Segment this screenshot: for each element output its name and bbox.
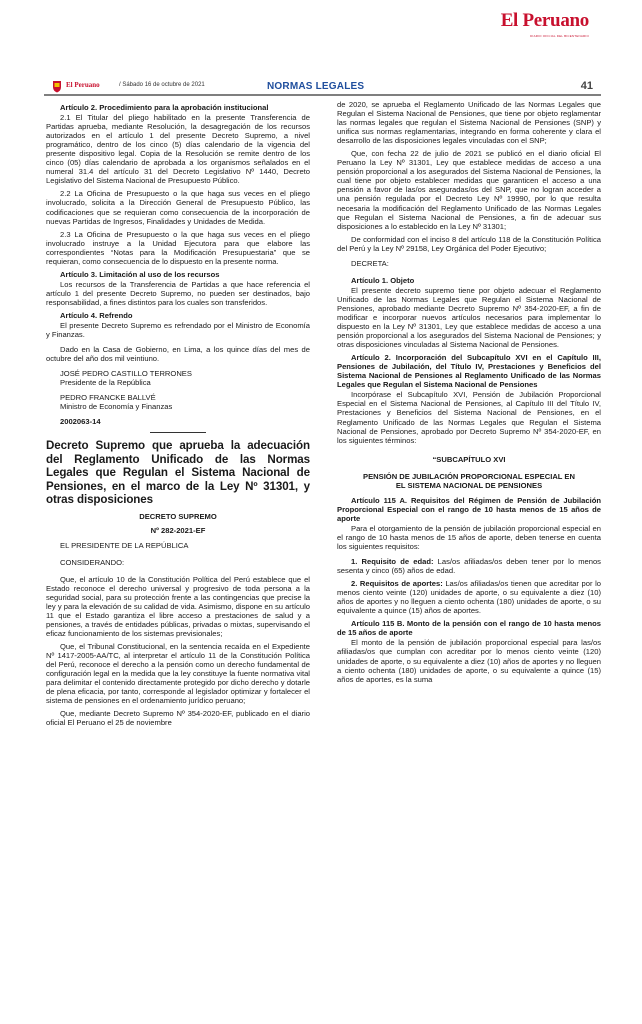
paragraph: 2.2 La Oficina de Presupuesto o la que haga sus veces en el pliego involucrado, solicita a la Dirección General de Presupuesto Público, las codificaciones que se requieran como consecuencia de la incorporación de nuevas Partidas de Ingresos, Finalidades y Unidades de Medida.	[46, 189, 310, 226]
article-115b-heading: Artículo 115 B. Monto de la pensión con el rango de 10 hasta menos de 15 años de aporte	[337, 619, 601, 638]
decree-title: Decreto Supremo que aprueba la adecuación del Reglamento Unificado de las Normas Legales que Regulan el Sistema Nacional de Pensiones, en el marco de la Ley Nº 31301, y otras disposiciones	[46, 439, 310, 507]
right-column	[337, 100, 601, 1015]
el-peruano-logo: El Peruano	[500, 10, 589, 31]
page-number: 41	[580, 80, 593, 92]
requirement-item	[337, 579, 601, 615]
article-4-heading: Artículo 4. Refrendo	[60, 310, 133, 320]
left-column	[46, 100, 310, 1015]
paragraph: Que, con fecha 22 de julio de 2021 se publicó en el diario oficial El Peruano la Ley Nº 31301, Ley que establece medidas de acceso a una pensión proporcional a los asegurados del Sistema Nacional de Pensiones, la cual tiene por objeto establecer medidas que garanticen el acceso a una pensión a favor de las/os aseguradas/os del SNP, que no logran acceder a una pensión regulada por el Decreto Ley Nº 19990, por lo que resulta necesaria la modificación del Reglamento Unificado de las Normas Legales que Regulan el Sistema Nacional de Pensiones, a fin de adecuar sus disposiciones a lo establecido en la Ley Nº 31301;	[337, 149, 601, 231]
paragraph: Que, mediante Decreto Supremo Nº 354-2020-EF, publicado en el diario oficial El Peruano el 25 de noviembre	[46, 709, 310, 728]
requirement-lead: 2. Requisitos de aportes:	[351, 579, 443, 589]
paragraph: Que, el artículo 10 de la Constitución Política del Perú establece que el Estado reconoce el derecho universal y progresivo de toda persona a la seguridad social, para su protección frente a las contingencias que precise la ley y para la elevación de su calidad de vida. Asimismo, dispone en su artículo 11 que el Estado garantiza el libre acceso a prestaciones de salud y a pensiones, a través de entidades públicas, privadas o mixtas, supervisando el eficaz funcionamiento de los sistemas previsionales;	[46, 574, 310, 638]
document-code: 2002063-14	[60, 417, 101, 427]
requirement-text: Las/os afiliadas/os tienen que acreditar por lo menos ciento veinte (120) unidades de aporte, o su equivalente a diez (10) años de aportes y no lleguen a ciento ochenta (180) unidades de aporte, o su equivalente a quince (15) años de aportes.	[337, 579, 601, 616]
paragraph: El presente decreto supremo tiene por objeto adecuar el Reglamento Unificado de las Normas Legales que Regulan el Sistema Nacional de Pensiones, aprobado mediante Decreto Supremo Nº 354-2020-EF, a fin de modificar e incorporar nuevos artículos necesarios para implementar lo dispuesto en la Ley Nº 31301, Ley que establece medidas de acceso a una pensión proporcional a los asegurados del Sistema Nacional de Pensiones; y otras disposiciones vinculadas al Sistema Nacional de Pensiones.	[337, 285, 601, 350]
header-date: / Sábado 16 de octubre de 2021	[119, 82, 205, 88]
signatory-name: PEDRO FRANCKE BALLVÉ	[60, 393, 156, 403]
signatory-role: Presidente de la República	[60, 378, 151, 388]
signatory-role: Ministro de Economía y Finanzas	[60, 402, 173, 412]
requirement-lead: 1. Requisito de edad:	[351, 557, 434, 567]
paragraph: El presente Decreto Supremo es refrendado por el Ministro de Economía y Finanzas.	[46, 321, 310, 340]
decree-label: DECRETO SUPREMO	[139, 512, 217, 522]
signatory-name: JOSÉ PEDRO CASTILLO TERRONES	[60, 369, 192, 379]
paragraph: El monto de la pensión de jubilación proporcional especial para las/os afiliadas/os que cumplan con acreditar por lo menos ciento veinte (120) unidades de aporte, o su equivalente a diez (10) años de aportes y no lleguen a ciento ochenta (180) unidades de aporte, o su equivalente a quince (15) años de aportes, es la suma	[337, 638, 601, 684]
decreta-label: DECRETA:	[351, 258, 389, 268]
subchapter-subtitle: PENSIÓN DE JUBILACIÓN PROPORCIONAL ESPECIAL EN EL SISTEMA NACIONAL DE PENSIONES	[363, 471, 575, 490]
considerando-label: CONSIDERANDO:	[60, 557, 125, 567]
paragraph: 2.1 El Titular del pliego habilitado en la presente Transferencia de Partidas aprueba, mediante Resolución, la desagregación de los recursos autorizados en el artículo 1 del presente Decreto Supremo, a nivel programático, dentro de los cinco (5) días calendario de la vigencia del presente dispositivo legal. Copia de la Resolución se remite dentro de los cinco (05) días calendario de aprobada a los organismos señalados en el numeral 31.4 del artículo 31 del Decreto Legislativo Nº 1440, Decreto Legislativo del Sistema Nacional de Presupuesto Público.	[46, 113, 310, 186]
masthead	[44, 0, 601, 76]
paragraph: Dado en la Casa de Gobierno, en Lima, a los quince días del mes de octubre del año dos mil veintiuno.	[46, 345, 310, 364]
article-3-heading: Artículo 3. Limitación al uso de los recursos	[60, 269, 220, 279]
paragraph: Incorpórase el Subcapítulo XVI, Pensión de Jubilación Proporcional Especial en el Sistema Nacional de Pensiones, al Capítulo III del Título IV, Prestaciones y Beneficios del Sistema Nacional de Pensiones, en el Reglamento Unificado de las Normas Legales que Regulan el Sistema Nacional de Pensiones, aprobado por Decreto Supremo Nº 354-2020-EF, en los siguientes términos:	[337, 390, 601, 445]
paragraph: De conformidad con el inciso 8 del artículo 118 de la Constitución Política del Perú y la Ley Nº 29158, Ley Orgánica del Poder Ejecutivo;	[337, 234, 601, 253]
requirement-item	[337, 557, 601, 575]
divider	[150, 432, 206, 433]
paragraph: Para el otorgamiento de la pensión de jubilación proporcional especial en el rango de 10 hasta menos de 15 años de aporte, deben tenerse en cuenta los siguientes requisitos:	[337, 523, 601, 552]
decree-number: Nº 282-2021-EF	[150, 525, 206, 535]
paragraph: Que, el Tribunal Constitucional, en la sentencia recaída en el Expediente Nº 1417-2005-AA/TC, al interpretar el artículo 11 de la Constitución Política del Perú, reconoce el derecho a la pensión como un derecho fundamental de configuración legal en la medida que la ley constituye la fuente normativa vital para delimitar el contenido directamente protegido por dicho derecho y dotarle de plena eficacia, por tanto, corresponde al legislador optimizar y fortalecer el sistema de pensiones en el ordenamiento jurídico peruano;	[46, 642, 310, 706]
article-2-heading: Artículo 2. Incorporación del Subcapítulo XVI en el Capítulo III, Pensiones de Jubilación, del Título IV, Prestaciones y Beneficios del Sistema Nacional de Pensiones al Reglamento Unificado de las Normas Legales que Regulan el Sistema Nacional de Pensiones	[337, 353, 601, 390]
president-label: EL PRESIDENTE DE LA REPÚBLICA	[60, 540, 189, 550]
coat-of-arms-icon	[52, 80, 62, 93]
requirement-text: Las/os afiliadas/os deben tener por lo menos sesenta y cinco (65) años de edad.	[337, 557, 601, 576]
header-section-title: NORMAS LEGALES	[267, 81, 365, 92]
article-1-heading: Artículo 1. Objeto	[351, 275, 415, 285]
header-paper-name: El Peruano	[66, 81, 100, 89]
article-115a-heading: Artículo 115 A. Requisitos del Régimen de Pensión de Jubilación Proporcional Especial con el rango de 10 hasta menos de 15 años de aporte	[337, 495, 601, 523]
subchapter-title: “SUBCAPÍTULO XVI	[432, 454, 506, 464]
paragraph: Los recursos de la Transferencia de Partidas a que hace referencia el artículo 1 del presente Decreto Supremo, no pueden ser destinados, bajo responsabilidad, a fines distintos para los cuales son transferidos.	[46, 279, 310, 307]
page-header	[44, 80, 601, 96]
paragraph: de 2020, se aprueba el Reglamento Unificado de las Normas Legales que Regulan el Sistema Nacional de Pensiones, que tiene por objeto reglamentar las normas legales que regulan el Sistema Nacional de Pensiones (SNP) y unifica sus normas reglamentarias, integrando en forma coherente y clara el desarrollo de las disposiciones legales vinculadas con el SNP;	[337, 100, 601, 146]
paragraph: 2.3 La Oficina de Presupuesto o la que haga sus veces en el pliego involucrado instruye a la Unidad Ejecutora para que elabore las correspondientes “Notas para la Modificación Presupuestaria” que se requieran, como consecuencia de lo dispuesto en la presente norma.	[46, 229, 310, 266]
logo-tagline: DIARIO OFICIAL DEL BICENTENARIO	[530, 34, 589, 38]
article-2-heading: Artículo 2. Procedimiento para la aprobación institucional	[60, 103, 269, 112]
